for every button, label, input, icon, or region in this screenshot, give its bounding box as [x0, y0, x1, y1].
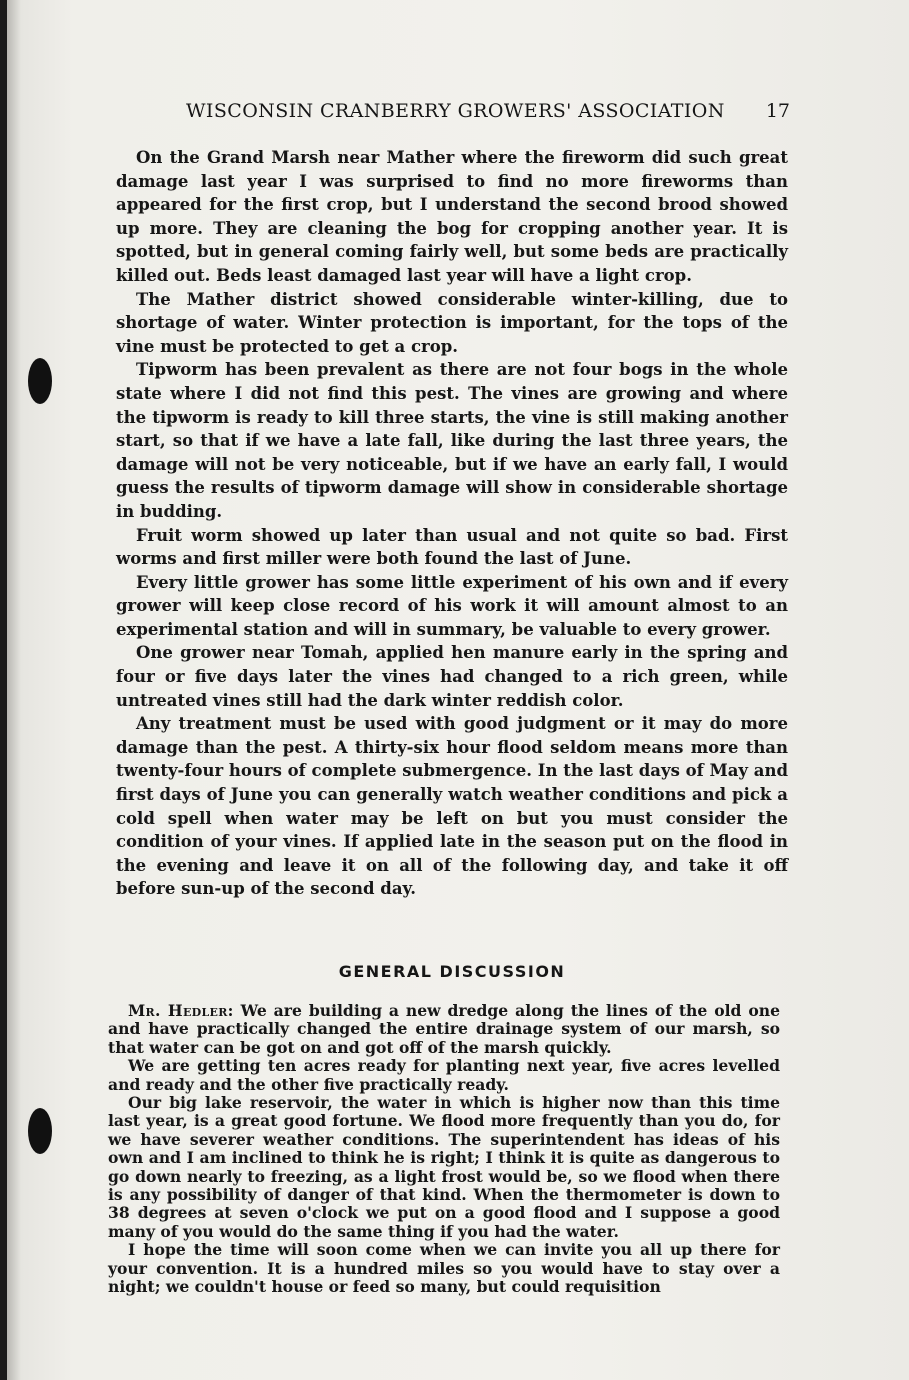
speaker-name: Mr. Hedler:: [128, 1001, 234, 1020]
body-paragraph: Tipworm has been prevalent as there are not four bogs in the whole state where I did not find this pest. The vines are growing and where the tipworm is ready to kill three starts, the vine is still making another start, so that if we have a late fall, like during the last three years, the damage will not be very noticeable, but if we have an early fall, I would guess the results of tipworm damage will show in considerable shortage in budding.: [116, 360, 788, 521]
section-heading: GENERAL DISCUSSION: [338, 962, 566, 981]
body-paragraph: Every little grower has some little experiment of his own and if every grower will keep close record of his work it will amount almost to an experimental station and will in summary, be valuable to every grower.: [116, 572, 788, 639]
body-paragraph: On the Grand Marsh near Mather where the fireworm did such great damage last year I was surprised to find no more fireworms than appeared for the first crop, but I understand the second brood showed up more. They are cleaning the bog for cropping another year. It is spotted, but in general coming fairly well, but some beds are practically killed out. Beds least damaged last year will have a light crop.: [116, 148, 788, 285]
body-paragraph: Any treatment must be used with good judgment or it may do more damage than the pest. A thirty-six hour flood seldom means more than twenty-four hours of complete submergence. In the last days of May and first days of June you can generally watch weather conditions and pick a cold spell when water may be left on but you must consider the condition of your vines. If applied late in the season put on the flood in the evening and leave it on all of the following day, and take it off before sun-up of the second day.: [116, 714, 788, 899]
discussion-paragraph-text: We are building a new dredge along the lines of the old one and have practically changed the entire drainage system of our marsh, so that water can be got on and got off of the marsh quickly.: [108, 1001, 780, 1057]
header-title: WISCONSIN CRANBERRY GROWERS' ASSOCIATION: [186, 100, 725, 122]
running-header: [186, 100, 790, 126]
body-paragraph: The Mather district showed considerable winter-killing, due to shortage of water. Winter protection is important, for the tops of the vine must be protected to get a crop.: [116, 289, 788, 356]
body-text: [116, 146, 788, 901]
discussion-paragraph: Our big lake reservoir, the water in which is higher now than this time last year, is a great good fortune. We flood more frequently than you do, for we have severer weather conditions. The superintendent has ideas of his own and I am inclined to think he is right; I think it is quite as dangerous to go down nearly to freezing, as a light frost would be, so we flood when there is any possibility of danger of that kind. When the thermometer is down to 38 degrees at seven o'clock we put on a good flood and I suppose a good many of you would do the same thing if you had the water.: [108, 1093, 780, 1241]
discussion-text: [108, 1002, 780, 1297]
binding-edge: [0, 0, 7, 1380]
punch-hole-bottom: [28, 1108, 52, 1154]
discussion-paragraph: I hope the time will soon come when we can invite you all up there for your convention. It is a hundred miles so you would have to stay over a night; we couldn't house or feed so many, but could requisition: [108, 1240, 780, 1297]
binding-shadow: [7, 0, 21, 1380]
punch-hole-top: [28, 358, 52, 404]
discussion-paragraph: We are getting ten acres ready for planting next year, five acres levelled and ready and the other five practically ready.: [108, 1056, 780, 1094]
body-paragraph: One grower near Tomah, applied hen manure early in the spring and four or five days later the vines had changed to a rich green, while untreated vines still had the dark winter reddish color.: [116, 643, 788, 710]
page-number: 17: [765, 100, 790, 122]
body-paragraph: Fruit worm showed up later than usual and not quite so bad. First worms and first miller were both found the last of June.: [116, 525, 788, 569]
discussion-paragraph: [108, 1002, 780, 1057]
